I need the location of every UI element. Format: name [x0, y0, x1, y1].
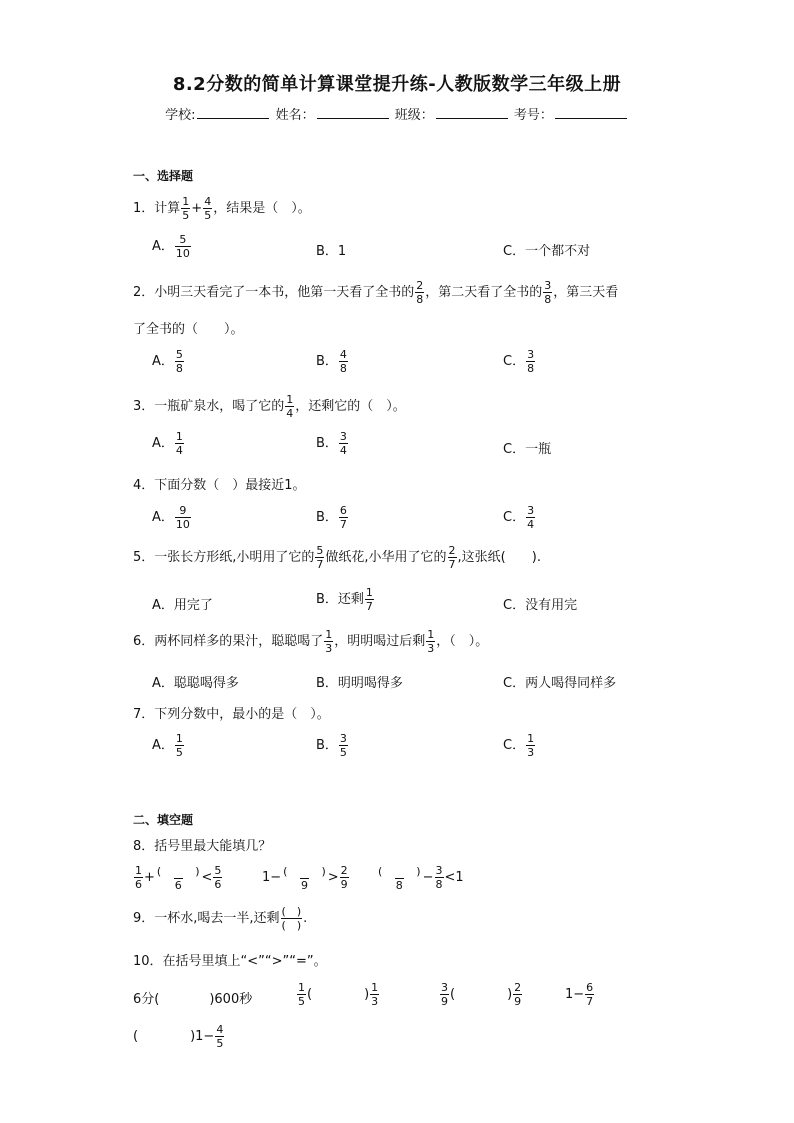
- question-7: 7．下列分数中，最小的是（ ）。: [133, 707, 330, 722]
- fraction: $\frac{5}{10}$: [175, 233, 190, 260]
- fraction: $\frac{3}{8}$: [435, 864, 443, 891]
- fraction: $\frac{4}{8}$: [339, 348, 347, 375]
- fraction: $\frac{1}{3}$: [371, 981, 379, 1008]
- question-2: 2．小明三天看完了一本书，他第一天看了全书的 $\frac{2}{8}$ ，第二天看了全书的 $\frac{3}{8}$ ，第三天看: [133, 279, 619, 306]
- q6-option-a[interactable]: A．聪聪喝得多: [152, 676, 239, 691]
- school-blank[interactable]: [197, 106, 269, 119]
- fraction: $\frac{1}{5}$: [298, 981, 305, 1008]
- question-9: 9．一杯水,喝去一半,还剩 $\frac{( )}{( )}$ .: [133, 905, 308, 932]
- blank-fraction[interactable]: $\frac{( )}{9}$: [283, 865, 326, 892]
- fraction: $\frac{1}{3}$: [325, 628, 333, 655]
- q10-item-4[interactable]: 1− $\frac{6}{7}$: [565, 981, 594, 1008]
- q6-option-b[interactable]: B．明明喝得多: [316, 676, 403, 691]
- q3-option-a[interactable]: A． $\frac{1}{4}$: [152, 430, 183, 457]
- fraction: $\frac{1}{4}$: [286, 393, 294, 420]
- fraction: $\frac{1}{5}$: [182, 195, 190, 222]
- q2-option-b[interactable]: B． $\frac{4}{8}$: [316, 348, 347, 375]
- fraction: $\frac{1}{7}$: [365, 586, 373, 613]
- fraction: $\frac{3}{8}$: [527, 348, 535, 375]
- school-label: 学校:: [165, 108, 196, 123]
- q10-item-5[interactable]: ( )1− $\frac{4}{5}$: [133, 1023, 224, 1050]
- q7-option-b[interactable]: B． $\frac{3}{5}$: [316, 732, 347, 759]
- q3-option-c[interactable]: C．一瓶: [503, 442, 552, 457]
- student-info-row: [0, 104, 794, 123]
- q1-option-b[interactable]: B．1: [316, 244, 347, 259]
- blank-fraction[interactable]: $\frac{( )}{6}$: [156, 865, 200, 892]
- page-title: 8.2分数的简单计算课堂提升练-人教版数学三年级上册: [172, 74, 622, 95]
- q2-option-c[interactable]: C． $\frac{3}{8}$: [503, 348, 535, 375]
- question-1: 1．计算 $\frac{1}{5}$ + $\frac{4}{5}$ ，结果是（ ）。: [133, 195, 311, 222]
- class-label: 班级：: [394, 108, 434, 123]
- fraction: $\frac{5}{7}$: [316, 544, 324, 571]
- q8-expression-3: $\frac{( )}{8}$ − $\frac{3}{8}$ <1: [378, 864, 464, 892]
- fraction: $\frac{3}{4}$: [527, 504, 535, 531]
- q5-option-a[interactable]: A．用完了: [152, 598, 213, 613]
- q7-option-a[interactable]: A． $\frac{1}{5}$: [152, 732, 183, 759]
- q8-expression-2: 1− $\frac{( )}{9}$ > $\frac{2}{9}$: [262, 864, 348, 892]
- q4-option-a[interactable]: A． $\frac{9}{10}$: [152, 504, 190, 531]
- fraction: $\frac{6}{7}$: [339, 504, 347, 531]
- question-10: 10．在括号里填上“<”“>”“=”。: [133, 954, 327, 969]
- name-label: 姓名：: [275, 108, 315, 123]
- fraction: $\frac{3}{5}$: [339, 732, 347, 759]
- q4-option-b[interactable]: B． $\frac{6}{7}$: [316, 504, 347, 531]
- q5-option-c[interactable]: C．没有用完: [503, 598, 578, 613]
- name-blank[interactable]: [317, 106, 389, 119]
- fraction: $\frac{2}{7}$: [448, 544, 456, 571]
- fraction: $\frac{2}{8}$: [416, 279, 424, 306]
- question-3: 3．一瓶矿泉水，喝了它的 $\frac{1}{4}$ ，还剩它的（ ）。: [133, 393, 406, 420]
- blank-fraction[interactable]: $\frac{( )}{( )}$: [281, 905, 302, 932]
- q5-option-b[interactable]: B．还剩 $\frac{1}{7}$: [316, 586, 373, 613]
- question-4: 4．下面分数（ ）最接近1。: [133, 478, 306, 493]
- fraction: $\frac{1}{5}$: [175, 732, 183, 759]
- fraction: $\frac{1}{3}$: [527, 732, 535, 759]
- question-2-line-2: 了全书的（ ）。: [133, 322, 244, 337]
- question-8: 8．括号里最大能填几？: [133, 839, 272, 854]
- fraction: $\frac{3}{8}$: [544, 279, 552, 306]
- class-blank[interactable]: [436, 106, 508, 119]
- fraction: $\frac{5}{8}$: [175, 348, 183, 375]
- q3-option-b[interactable]: B． $\frac{3}{4}$: [316, 430, 347, 457]
- question-6: 6．两杯同样多的果汁，聪聪喝了 $\frac{1}{3}$ ，明明喝过后剩 $\frac{1}{3}$ ，（ ）。: [133, 628, 489, 655]
- fraction: $\frac{4}{5}$: [216, 1023, 224, 1050]
- fraction: $\frac{9}{10}$: [175, 504, 190, 531]
- fraction: $\frac{3}{4}$: [339, 430, 347, 457]
- fraction: $\frac{1}{4}$: [175, 430, 183, 457]
- fraction: $\frac{3}{9}$: [441, 981, 448, 1008]
- q1-option-a[interactable]: A． $\frac{5}{10}$: [152, 233, 190, 260]
- q4-option-c[interactable]: C． $\frac{3}{4}$: [503, 504, 535, 531]
- fraction: $\frac{2}{9}$: [514, 981, 522, 1008]
- q8-expression-1: $\frac{1}{6}$ + $\frac{( )}{6}$ < $\frac{5}{6}$: [135, 864, 222, 892]
- fraction: $\frac{6}{7}$: [586, 981, 594, 1008]
- fraction: $\frac{4}{5}$: [204, 195, 212, 222]
- fraction: $\frac{5}{6}$: [214, 864, 222, 891]
- q7-option-c[interactable]: C． $\frac{1}{3}$: [503, 732, 535, 759]
- q1-option-c[interactable]: C．一个都不对: [503, 244, 591, 259]
- q2-option-a[interactable]: A． $\frac{5}{8}$: [152, 348, 183, 375]
- q10-item-1[interactable]: 6分( )600秒: [133, 992, 253, 1007]
- blank-fraction[interactable]: $\frac{( )}{8}$: [378, 865, 421, 892]
- number-label: 考号：: [513, 108, 553, 123]
- fraction: $\frac{1}{3}$: [427, 628, 435, 655]
- fraction: $\frac{1}{6}$: [135, 864, 142, 891]
- section-fill-heading: 二、填空题: [133, 813, 194, 827]
- question-5: 5．一张长方形纸,小明用了它的 $\frac{5}{7}$ 做纸花,小华用了它的 $\frac{2}{7}$ ,这张纸( ).: [133, 544, 541, 571]
- q10-item-2[interactable]: $\frac{1}{5}$ ( ) $\frac{1}{3}$: [298, 981, 379, 1008]
- number-blank[interactable]: [555, 106, 627, 119]
- q6-option-c[interactable]: C．两人喝得同样多: [503, 676, 617, 691]
- section-choice-heading: 一、选择题: [133, 169, 194, 183]
- fraction: $\frac{2}{9}$: [340, 864, 348, 891]
- q10-item-3[interactable]: $\frac{3}{9}$ ( ) $\frac{2}{9}$: [441, 981, 522, 1008]
